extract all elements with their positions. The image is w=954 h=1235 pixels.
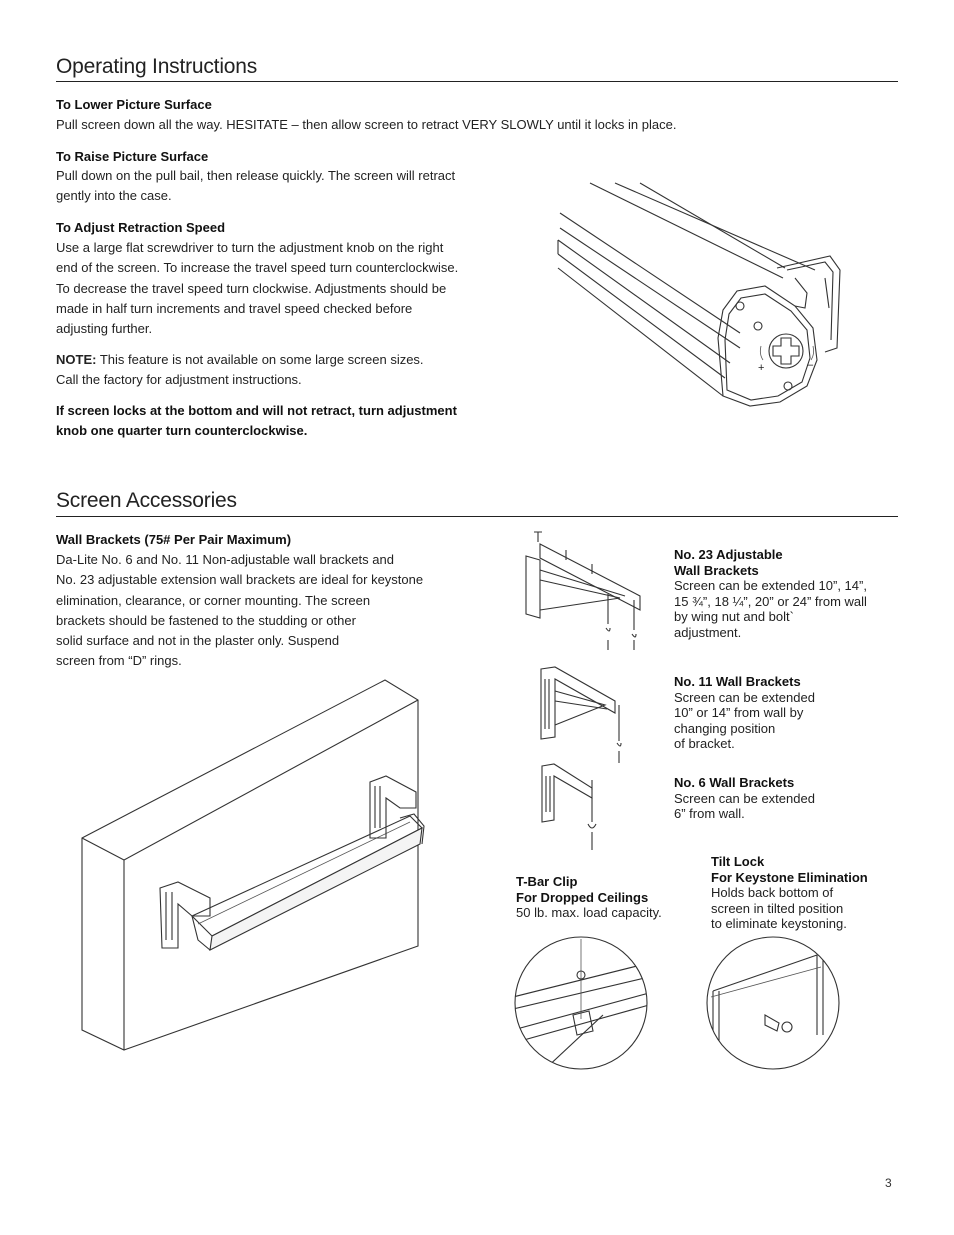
tbar-clip-illustration [513,935,649,1071]
adjust-heading: To Adjust Retraction Speed [56,220,226,235]
cw-arrow-icon [811,346,814,360]
lower-heading: To Lower Picture Surface [56,97,212,112]
knob-plus-sign: + [758,362,765,374]
raise-heading: To Raise Picture Surface [56,149,209,164]
section-divider [56,516,898,517]
adjust-text: Use a large flat screwdriver to turn the adjustment knob on the right end of the screen. To increase the travel speed turn counterclockwise. To decrease the travel speed turn clockwise. Adjustments should be made in half turn increments and travel speed checked before adjusting further. [56,240,459,337]
no11-caption: No. 11 Wall Brackets Screen can be extended 10” or 14” from wall by changing position of bracket. [674,674,815,752]
no23-caption: No. 23 Adjustable Wall Brackets Screen can be extended 10”, 14”, 15 ¾”, 18 ¼”, 20” or 24” from wall by wing nut and bolt` adjustment. [674,547,867,640]
tilt-lock-caption: Tilt Lock For Keystone Elimination Holds back bottom of screen in tilted position to eliminate keystoning. [711,854,868,932]
wall-brackets-text: Da-Lite No. 6 and No. 11 Non-adjustable wall brackets and No. 23 adjustable extension wall brackets are ideal for keystone elimination, clearance, or corner mounting. The screen brackets should be fastened to the studding or other solid surface and not in the plaster only. Suspend screen from “D” rings. [56,552,424,669]
adjustment-knob [736,302,803,390]
operating-title: Operating Instructions [56,55,258,78]
section-divider [56,81,898,82]
wall-brackets-heading: Wall Brackets (75# Per Pair Maximum) [56,532,292,547]
no6-caption: No. 6 Wall Brackets Screen can be extended 6” from wall. [674,775,815,822]
right-wall-bracket [370,776,416,838]
tilt-lock-illustration [705,935,841,1071]
left-wall-bracket [160,882,210,948]
screen-case-mounted [192,814,424,950]
no23-bracket-illustration [520,530,650,655]
tbar-caption: T-Bar Clip For Dropped Ceilings 50 lb. max. load capacity. [516,874,662,921]
screen-case-illustration [555,178,845,413]
knob-minus-sign: – [807,359,814,371]
page-number: 3 [885,1176,892,1190]
lower-text: Pull screen down all the way. HESITATE – then allow screen to retract VERY SLOWLY until it locks in place. [56,117,677,132]
accessories-title: Screen Accessories [56,489,237,512]
note-text: NOTE: This feature is not available on some large screen sizes. Call the factory for adjustment instructions. [56,352,424,388]
warning-text: If screen locks at the bottom and will not retract, turn adjustment knob one quarter turn counterclockwise. [56,403,457,439]
note-label: NOTE: [56,352,97,367]
ccw-arrow-icon [760,346,763,360]
raise-text: Pull down on the pull bail, then release quickly. The screen will retract gently into the case. [56,168,456,204]
wall-mount-illustration [80,678,430,1053]
no6-bracket-illustration [538,762,613,857]
no11-bracket-illustration [535,665,635,770]
